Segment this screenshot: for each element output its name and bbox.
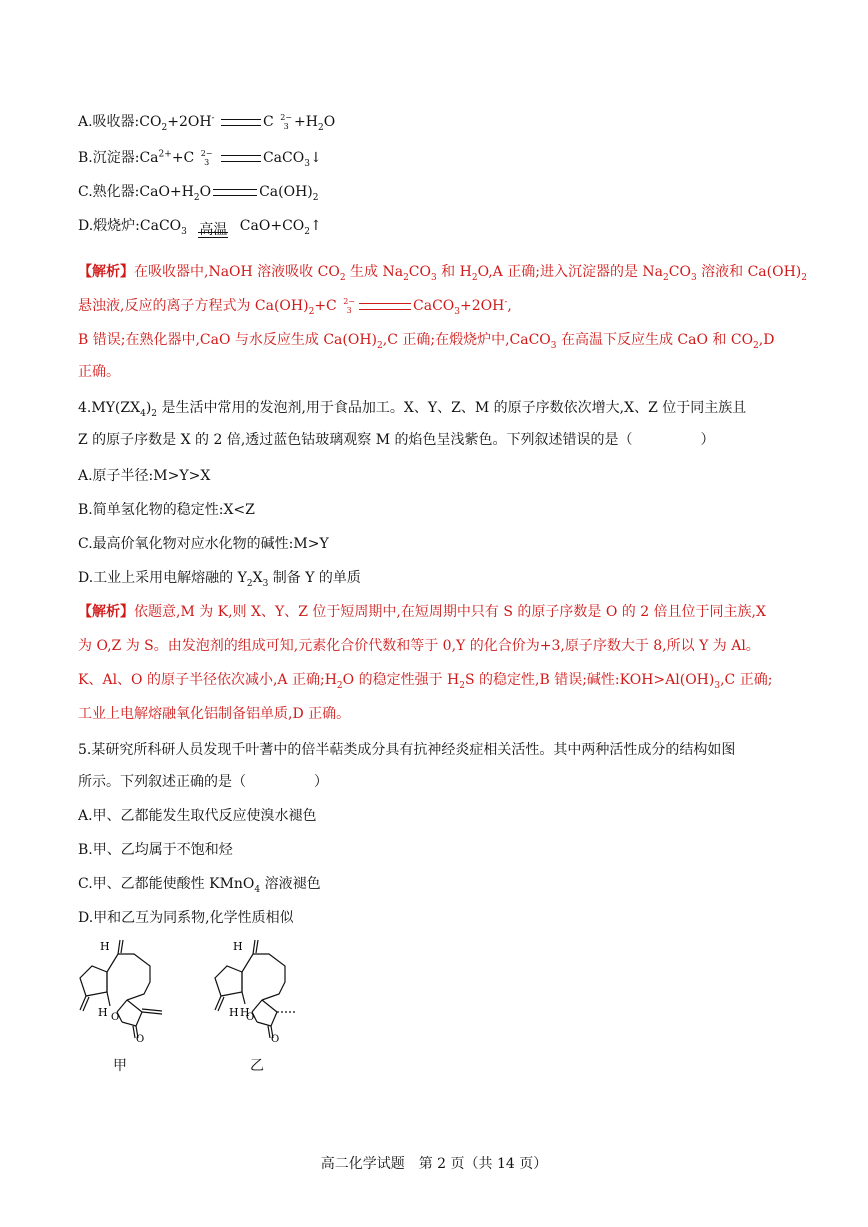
atom-label-h: H [229,1006,239,1019]
atom-label-o: O [111,1012,120,1023]
ion-charge-fraction: 2− 3 [200,149,213,167]
structure-yi [205,932,315,1042]
q3-option-d: D.煅烧炉:CaCO$_3$ 高温 $CaO+CO_2↑$ [78,206,808,246]
q5-option-d: D.甲和乙互为同系物,化学性质相似 [78,910,294,926]
equals-sign [213,189,257,196]
q5-option-b: B.甲、乙均属于不饱和烃 [78,842,233,858]
equals-sign [359,303,411,310]
q4-analysis-line1: 【解析】依题意,M 为 K,则 X、Y、Z 位于短周期中,在短周期中只有 S 的原子序数是 O 的 2 倍且位于同主族,X [78,604,766,620]
q3-option-a: A.吸收器$:CO_2+2OH^-$ C 2− 3 $+H_2O$ [78,113,336,133]
q5-stem-line1: 5.某研究所科研人员发现千叶蓍中的倍半萜类成分具有抗神经炎症相关活性。其中两种活性成分的结构如图 [78,742,736,758]
equals-sign [221,119,261,126]
structure-label-yi: 乙 [250,1058,264,1074]
ion-charge-fraction: 2− 3 [280,113,293,131]
q3-analysis-line1: 【解析】在吸收器中,NaOH 溶液吸收 $CO_2$ 生成 $Na_2CO_3$ 和 $H_2O,A$ 正确;进入沉淀器的是 $Na_2CO_3$ 溶液和 $Ca(OH)_2$ [78,264,807,283]
atom-label-o: O [136,1034,145,1042]
q3-analysis-line2: 悬浊液,反应的离子方程式为 $Ca(OH)_2+C$ 2− 3 CaCO$_3$+2OH-, [78,297,512,317]
atom-label-h: H [240,1006,250,1019]
q3-analysis-line4: 正确。 [78,364,120,380]
atom-label-o: O [271,1034,280,1042]
q4-analysis-line4: 工业上电解熔融氧化铝制备铝单质,D 正确。 [78,706,351,722]
q4-option-d: D.工业上采用电解熔融的 $Y_2X_3$ 制备 Y 的单质 [78,570,361,589]
atom-label-h: H [233,940,243,953]
q5-option-a: A.甲、乙都能发生取代反应使溴水褪色 [78,808,317,824]
atom-label-h: H [100,940,110,953]
q4-option-a: A.原子半径:M>Y>X [78,468,211,484]
q3-analysis-line3: B 错误;在熟化器中,CaO 与水反应生成 $Ca(OH)_2,C$ 正确;在煅烧炉中,CaCO$_3$ 在高温下反应生成 CaO 和 $CO_2,D$ [78,332,775,351]
q4-stem-line1: $4.MY(ZX_4)_2$ 是生活中常用的发泡剂,用于食品加工。X、Y、Z、M 的原子序数依次增大,X、Z 位于同主族且 [78,400,747,419]
atom-label-h: H [98,1006,108,1019]
q5-option-c: C.甲、乙都能使酸性 KMnO$_4$ 溶液褪色 [78,876,321,895]
q3-option-b: B.沉淀器$:Ca^{2+}+C$ 2− 3 CaCO$_3$↓ [78,149,322,169]
q4-stem-line2: Z 的原子序数是 X 的 2 倍,透过蓝色钴玻璃观察 M 的焰色呈浅紫色。下列叙述错误的是（ ） [78,432,715,448]
page-footer: 高二化学试题 第 2 页（共 14 页） [320,1156,548,1172]
q4-option-c: C.最高价氧化物对应水化物的碱性:M>Y [78,536,329,552]
q4-analysis-line3: K、Al、O 的原子半径依次减小,A 正确$;H_2O$ 的稳定性强于 $H_2S$ 的稳定性,B 错误;碱性$:KOH>Al(OH)_3,C$ 正确; [78,672,773,691]
atom-label-o: O [246,1012,255,1023]
ion-charge-fraction: 2− 3 [343,297,356,315]
reaction-condition: 高温 [199,222,228,238]
structure-jia [70,932,180,1042]
q4-analysis-line2: 为 O,Z 为 S。由发泡剂的组成可知,元素化合价代数和等于 0,Y 的化合价为+3,原子序数大于 8,所以 Y 为 Al。 [78,638,760,654]
q5-stem-line2: 所示。下列叙述正确的是（ ） [78,774,328,790]
q3-option-c: C.熟化器$:CaO+H_2O$ $Ca(OH)_2$ [78,184,319,203]
structure-label-jia: 甲 [113,1058,127,1074]
equals-sign [221,155,261,162]
q4-option-b: B.简单氢化物的稳定性:X<Z [78,502,255,518]
